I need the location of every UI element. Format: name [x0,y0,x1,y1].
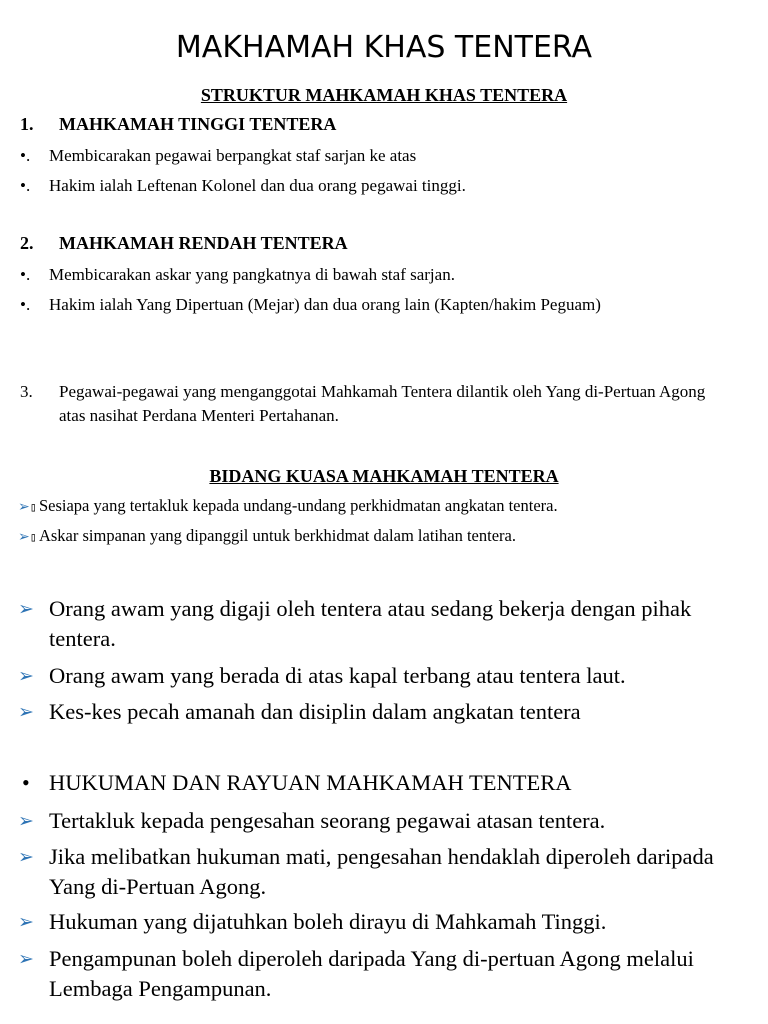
paragraph-number: 3. [20,382,33,401]
arrow-list-item [18,907,748,937]
arrow-item-text: Hukuman yang dijatuhkan boleh dirayu di Mahkamah Tinggi. [49,909,607,934]
arrow-bullet-icon: ➢ [18,810,34,832]
arrow-list-item [18,661,748,691]
heading-number: 2. [20,233,34,253]
page-title: MAKHAMAH KHAS TENTERA [175,30,593,65]
arrow-bullet-icon: ➢ [18,846,34,868]
arrow-list-item [18,806,748,836]
bullet-text: Membicarakan pegawai berpangkat staf sarjan ke atas [49,146,417,165]
arrow-bullet-icon: ➢ [18,598,34,620]
bullet-icon: •. [20,146,31,165]
section-heading-struktur: STRUKTUR MAHKAMAH KHAS TENTERA [200,85,568,105]
arrow-item-text: Askar simpanan yang dipanggil untuk berkhidmat dalam latihan tentera. [38,526,516,545]
section-heading-bidang-kuasa: BIDANG KUASA MAHKAMAH TENTERA [209,466,559,486]
arrow-item-text: Orang awam yang digaji oleh tentera atau sedang bekerja dengan pihak tentera. [49,596,692,651]
arrow-list-item [18,697,748,727]
heading-text: MAHKAMAH RENDAH TENTERA [59,233,348,253]
numbered-heading-mahkamah-rendah [20,233,348,254]
arrow-bullet-icon: ➢ [18,701,34,723]
arrow-list-item [18,495,748,518]
bullet-icon: •. [20,295,31,314]
missing-glyph-icon: ▯ [29,530,37,544]
arrow-list-item [18,944,748,1004]
arrow-item-text: Kes-kes pecah amanah dan disiplin dalam angkatan tentera [49,699,581,724]
arrow-item-text: Pengampunan boleh diperoleh daripada Yang di-pertuan Agong melalui Lembaga Pengampunan. [49,946,694,1001]
arrow-list-item [18,525,748,548]
section-heading-hukuman [18,768,748,798]
bullet-text: Membicarakan askar yang pangkatnya di bawah staf sarjan. [49,265,455,284]
arrow-bullet-icon: ➢ [18,665,34,687]
bullet-item [20,144,738,168]
heading-number: 1. [20,114,34,134]
section-heading-text: HUKUMAN DAN RAYUAN MAHKAMAH TENTERA [49,770,572,795]
numbered-paragraph-3 [20,380,728,428]
bullet-text: Hakim ialah Yang Dipertuan (Mejar) dan dua orang lain (Kapten/hakim Peguam) [49,295,601,314]
heading-text: MAHKAMAH TINGGI TENTERA [59,114,337,134]
arrow-bullet-icon: ➢ [18,499,30,515]
arrow-item-text: Tertakluk kepada pengesahan seorang pegawai atasan tentera. [49,808,606,833]
bullet-icon: •. [20,265,31,284]
bullet-item [20,263,738,287]
arrow-bullet-icon: ➢ [18,529,30,545]
paragraph-text: Pegawai-pegawai yang menganggotai Mahkamah Tentera dilantik oleh Yang di-Pertuan Agong atas nasihat Perdana Menteri Pertahanan. [59,382,706,425]
bullet-text: Hakim ialah Leftenan Kolonel dan dua orang pegawai tinggi. [49,176,466,195]
arrow-item-text: Sesiapa yang tertakluk kepada undang-undang perkhidmatan angkatan tentera. [38,496,558,515]
arrow-item-text: Orang awam yang berada di atas kapal terbang atau tentera laut. [49,663,626,688]
bullet-item [20,174,738,198]
arrow-item-text: Jika melibatkan hukuman mati, pengesahan hendaklah diperoleh daripada Yang di-Pertuan Agong. [49,844,714,899]
arrow-list-item [18,594,748,654]
missing-glyph-icon: ▯ [29,500,37,514]
arrow-list-item [18,842,748,902]
bullet-icon: • [22,770,30,795]
arrow-bullet-icon: ➢ [18,948,34,970]
bullet-item [20,293,688,317]
bullet-icon: •. [20,176,31,195]
arrow-bullet-icon: ➢ [18,911,34,933]
numbered-heading-mahkamah-tinggi [20,114,336,135]
